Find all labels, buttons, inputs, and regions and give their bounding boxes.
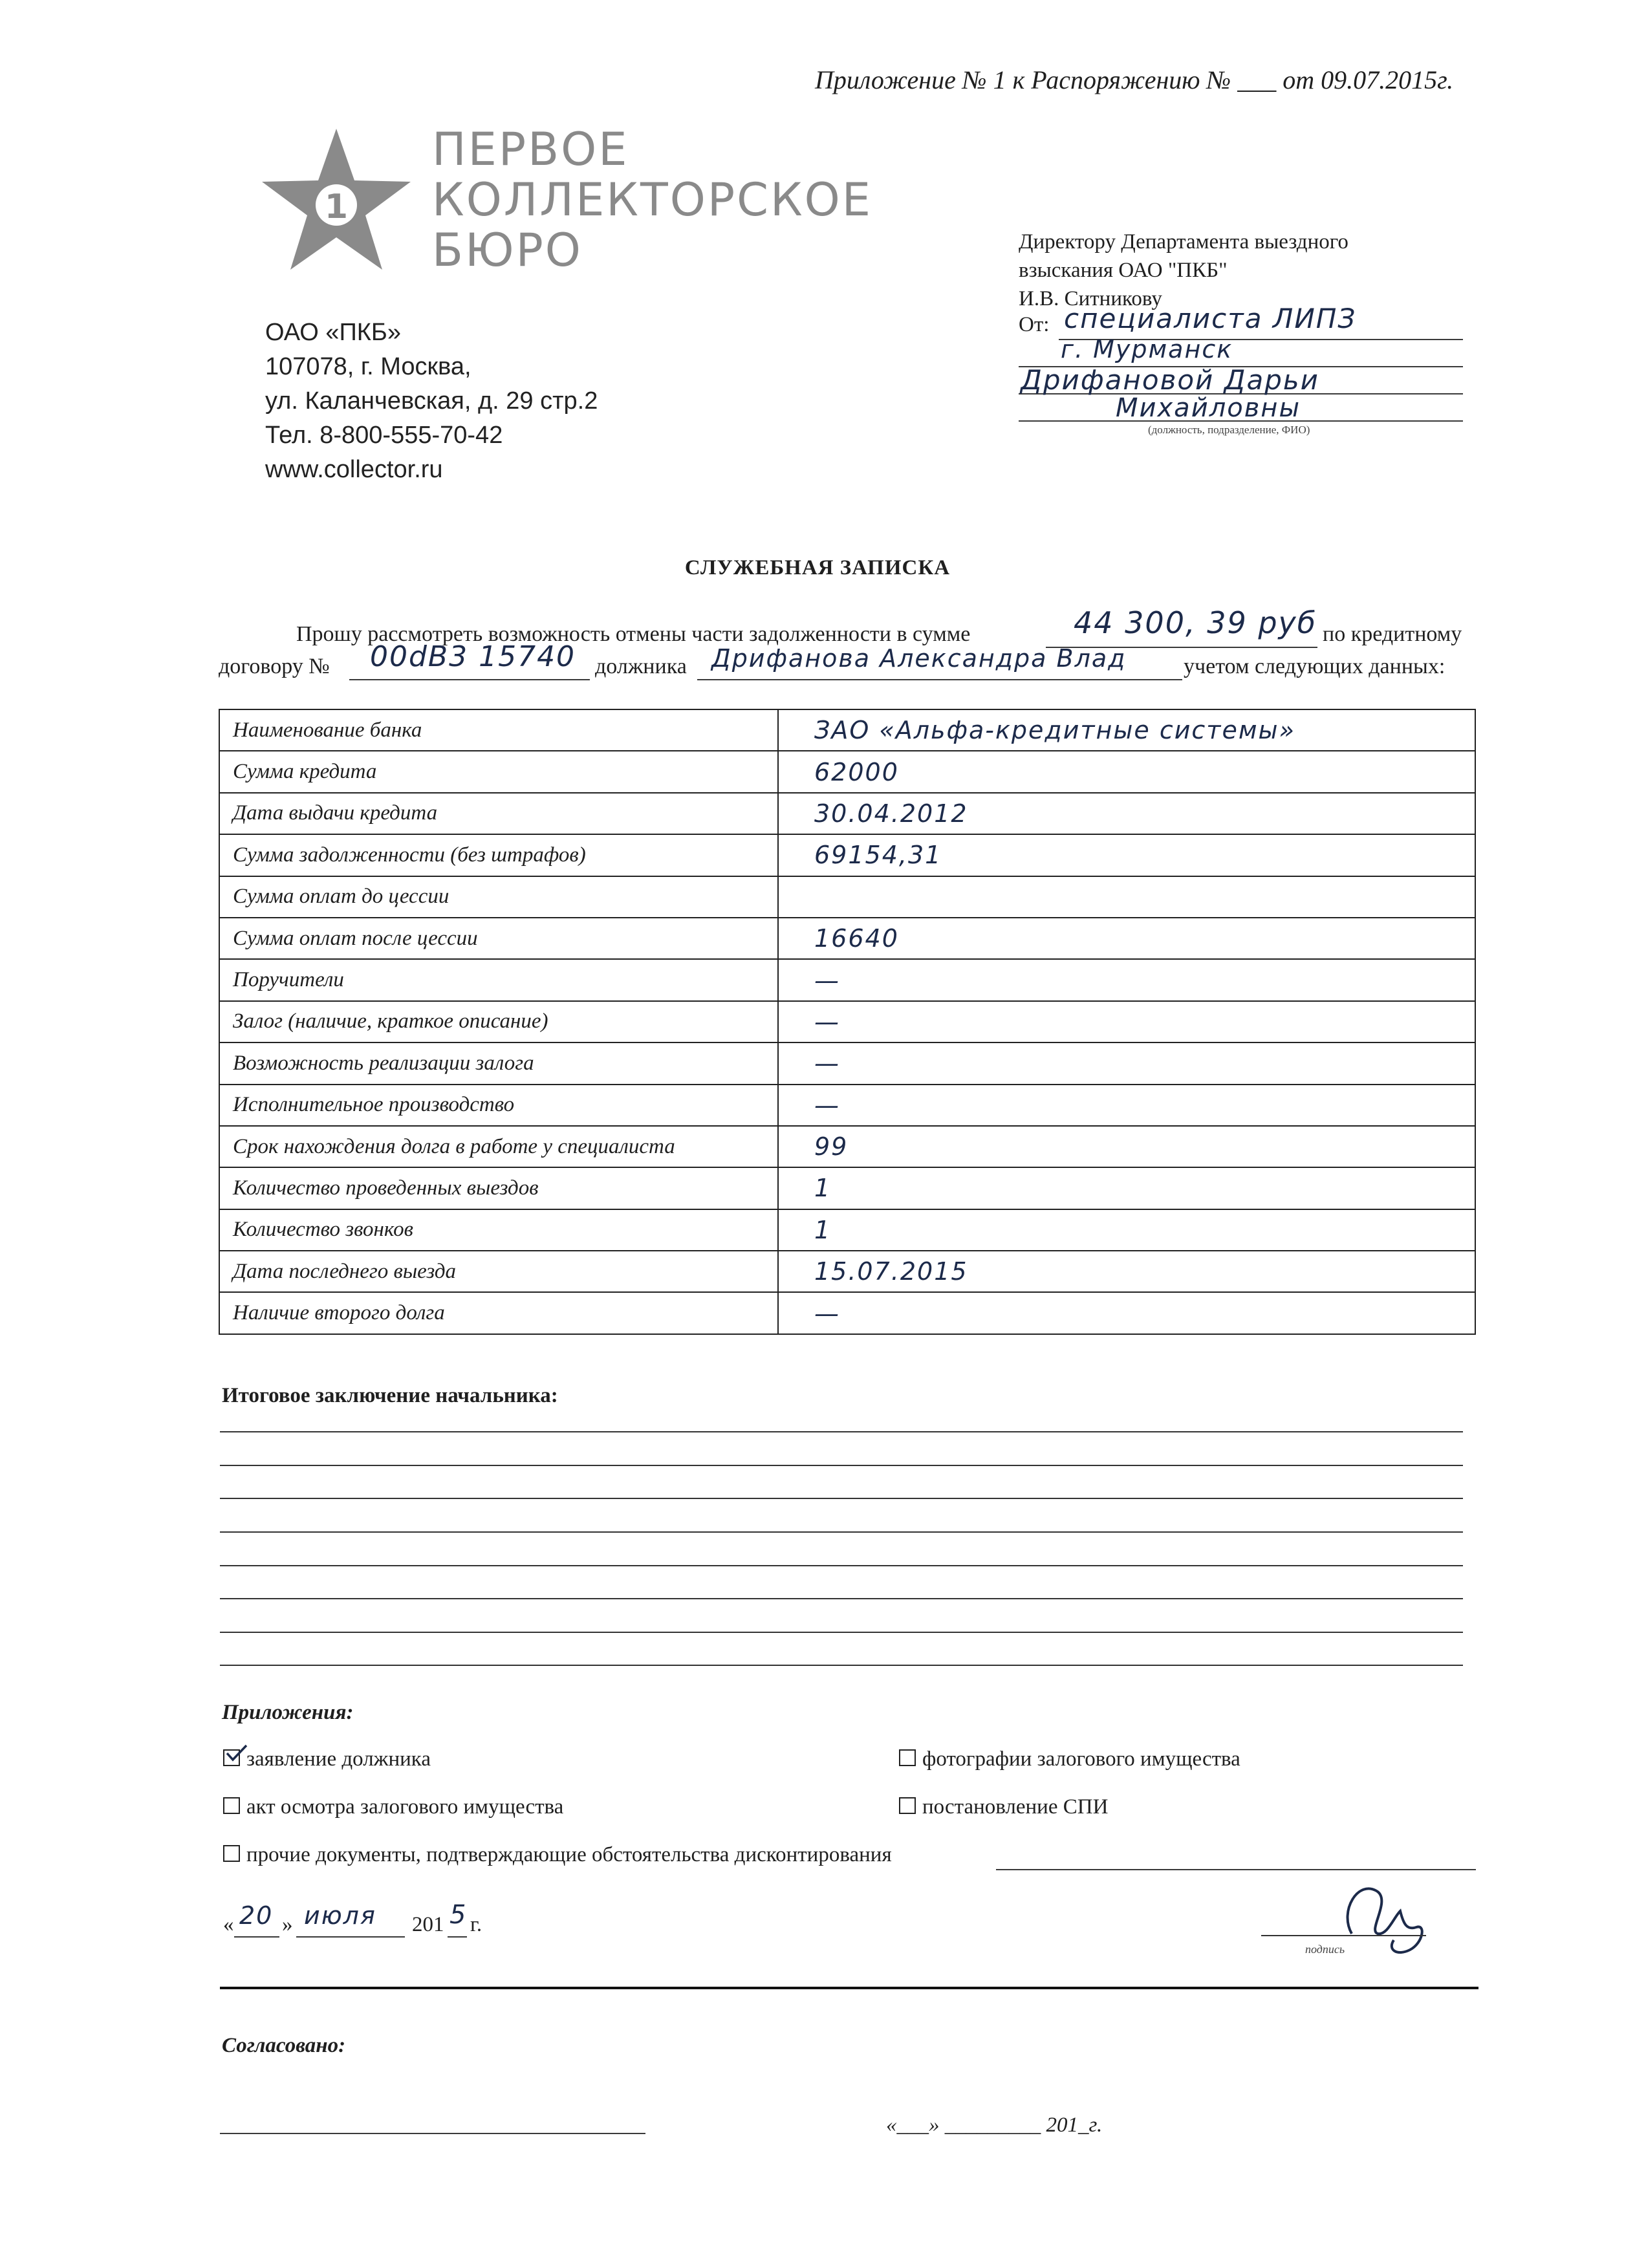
approval-label: Согласовано: [222, 2034, 346, 2057]
row-label: Наличие второго долга [219, 1292, 778, 1334]
conclusion-line [220, 1632, 1463, 1633]
row-label: Исполнительное производство [219, 1085, 778, 1126]
date-close-quote: » [282, 1913, 293, 1936]
row-value: 1 [778, 1209, 1475, 1251]
conclusion-line [220, 1465, 1463, 1466]
annex-reference: Приложение № 1 к Распоряжению № ___ от 09.07.2015г. [815, 65, 1454, 94]
row-label: Дата выдачи кредита [219, 793, 778, 834]
row-value: — [778, 959, 1475, 1000]
from-handwritten-line-4: Михайловны [1116, 393, 1301, 423]
row-value: 62000 [778, 751, 1475, 792]
company-address-line-2: ул. Каланчевская, д. 29 стр.2 [265, 387, 598, 415]
company-logo-text [432, 124, 872, 275]
attachment-item [899, 1795, 1108, 1819]
company-address-line-1: 107078, г. Москва, [265, 353, 471, 380]
table-row [219, 1251, 1475, 1292]
addressee-line-3: И.В. Ситникову [1019, 287, 1162, 310]
row-label: Наименование банка [219, 709, 778, 751]
row-value: 99 [778, 1126, 1475, 1167]
approval-date-template: «___» _________ 201_г. [886, 2113, 1103, 2137]
date-year-prefix: 201 [412, 1913, 444, 1936]
from-field-caption: (должность, подразделение, ФИО) [1148, 424, 1310, 436]
document-title: СЛУЖЕБНАЯ ЗАПИСКА [684, 556, 951, 579]
section-divider [220, 1987, 1478, 1989]
debt-amount-handwritten: 44 300, 39 руб [1074, 605, 1317, 640]
company-address-block [265, 316, 598, 487]
attachment-text: акт осмотра залогового имущества [246, 1795, 564, 1819]
attachment-checkbox[interactable] [899, 1797, 916, 1814]
table-row [219, 1085, 1475, 1126]
row-value: — [778, 1085, 1475, 1126]
attachment-checkbox[interactable] [899, 1749, 916, 1766]
conclusion-line [220, 1598, 1463, 1599]
signature-mark [1332, 1872, 1436, 1966]
row-value: 69154,31 [778, 834, 1475, 876]
contract-number-handwritten: 00dB3 15740 [370, 640, 576, 673]
row-label: Залог (наличие, краткое описание) [219, 1001, 778, 1042]
table-row [219, 1042, 1475, 1084]
table-row [219, 959, 1475, 1000]
company-phone: Тел. 8-800-555-70-42 [265, 422, 503, 449]
row-label: Сумма задолженности (без штрафов) [219, 834, 778, 876]
conclusion-line [220, 1531, 1463, 1533]
row-label: Сумма оплат до цессии [219, 876, 778, 918]
table-row [219, 751, 1475, 792]
row-label: Возможность реализации залога [219, 1042, 778, 1084]
table-row [219, 709, 1475, 751]
intro-text-part-4: должника [595, 654, 687, 678]
intro-text-part-1: Прошу рассмотреть возможность отмены части задолженности в сумме [296, 622, 971, 646]
logo-line-3: БЮРО [432, 224, 583, 277]
from-handwritten-line-3: Дрифановой Дарьи [1021, 364, 1319, 396]
date-year-handwritten: 5 [449, 1900, 468, 1930]
row-value: — [778, 1001, 1475, 1042]
table-row [219, 1167, 1475, 1209]
attachment-text: прочие документы, подтверждающие обстоятельства дисконтирования [246, 1843, 892, 1866]
logo-line-2: КОЛЛЕКТОРСКОЕ [432, 173, 872, 226]
table-row [219, 1209, 1475, 1251]
conclusion-line [220, 1565, 1463, 1566]
table-row [219, 1126, 1475, 1167]
conclusion-label: Итоговое заключение начальника: [222, 1384, 558, 1407]
logo-line-1: ПЕРВОЕ [432, 123, 629, 176]
date-open-quote: « [223, 1913, 234, 1936]
attachment-item [223, 1795, 563, 1819]
intro-text-part-2: по кредитному [1323, 622, 1462, 646]
attachment-item [223, 1843, 892, 1867]
debtor-name-handwritten: Дрифанова Александра Влад [711, 644, 1127, 673]
attachment-item [899, 1747, 1240, 1771]
attachments-label: Приложения: [222, 1701, 354, 1724]
debt-data-table [219, 709, 1476, 1335]
row-value [778, 876, 1475, 918]
intro-text-part-3: договору № [219, 654, 330, 678]
row-label: Срок нахождения долга в работе у специалиста [219, 1126, 778, 1167]
row-label: Количество звонков [219, 1209, 778, 1251]
logo-star-number: 1 [324, 188, 349, 226]
row-value: 16640 [778, 918, 1475, 959]
row-value: ЗАО «Альфа-кредитные системы» [778, 709, 1475, 751]
row-label: Сумма кредита [219, 751, 778, 792]
addressee-line-1: Директору Департамента выездного [1019, 230, 1348, 254]
table-row [219, 1292, 1475, 1334]
signature-caption: подпись [1305, 1943, 1345, 1956]
attachment-checkbox[interactable] [223, 1845, 240, 1862]
date-day-handwritten: 20 [239, 1901, 274, 1930]
from-handwritten-line-1: специалиста ЛИПЗ [1064, 303, 1357, 334]
attachment-item [223, 1747, 431, 1771]
table-row [219, 876, 1475, 918]
intro-text-part-5: учетом следующих данных: [1184, 654, 1446, 678]
date-month-handwritten: июля [304, 1901, 376, 1930]
row-label: Количество проведенных выездов [219, 1167, 778, 1209]
table-row [219, 1001, 1475, 1042]
conclusion-line [220, 1498, 1463, 1499]
attachment-checkbox-checked[interactable] [223, 1749, 240, 1766]
table-row [219, 918, 1475, 959]
company-website: www.collector.ru [265, 456, 443, 483]
row-value: — [778, 1292, 1475, 1334]
company-name: ОАО «ПКБ» [265, 319, 402, 346]
row-label: Сумма оплат после цессии [219, 918, 778, 959]
addressee-line-2: взыскания ОАО "ПКБ" [1019, 259, 1228, 282]
logo-star-icon [255, 126, 417, 278]
date-year-suffix: г. [470, 1913, 482, 1936]
signature-line [1261, 1935, 1426, 1936]
row-value: 1 [778, 1167, 1475, 1209]
conclusion-line [220, 1665, 1463, 1666]
check-mark-icon [226, 1744, 248, 1764]
attachment-checkbox[interactable] [223, 1797, 240, 1814]
row-label: Дата последнего выезда [219, 1251, 778, 1292]
from-handwritten-line-2: г. Мурманск [1061, 335, 1233, 363]
row-value: — [778, 1042, 1475, 1084]
addressee-block [1019, 228, 1348, 313]
attachment-text: постановление СПИ [922, 1795, 1109, 1819]
row-value: 30.04.2012 [778, 793, 1475, 834]
row-value: 15.07.2015 [778, 1251, 1475, 1292]
row-label: Поручители [219, 959, 778, 1000]
from-label: От: [1019, 313, 1050, 336]
table-row [219, 834, 1475, 876]
table-row [219, 793, 1475, 834]
attachment-text: заявление должника [246, 1747, 431, 1771]
attachment-text: фотографии залогового имущества [922, 1747, 1240, 1771]
conclusion-line [220, 1431, 1463, 1432]
